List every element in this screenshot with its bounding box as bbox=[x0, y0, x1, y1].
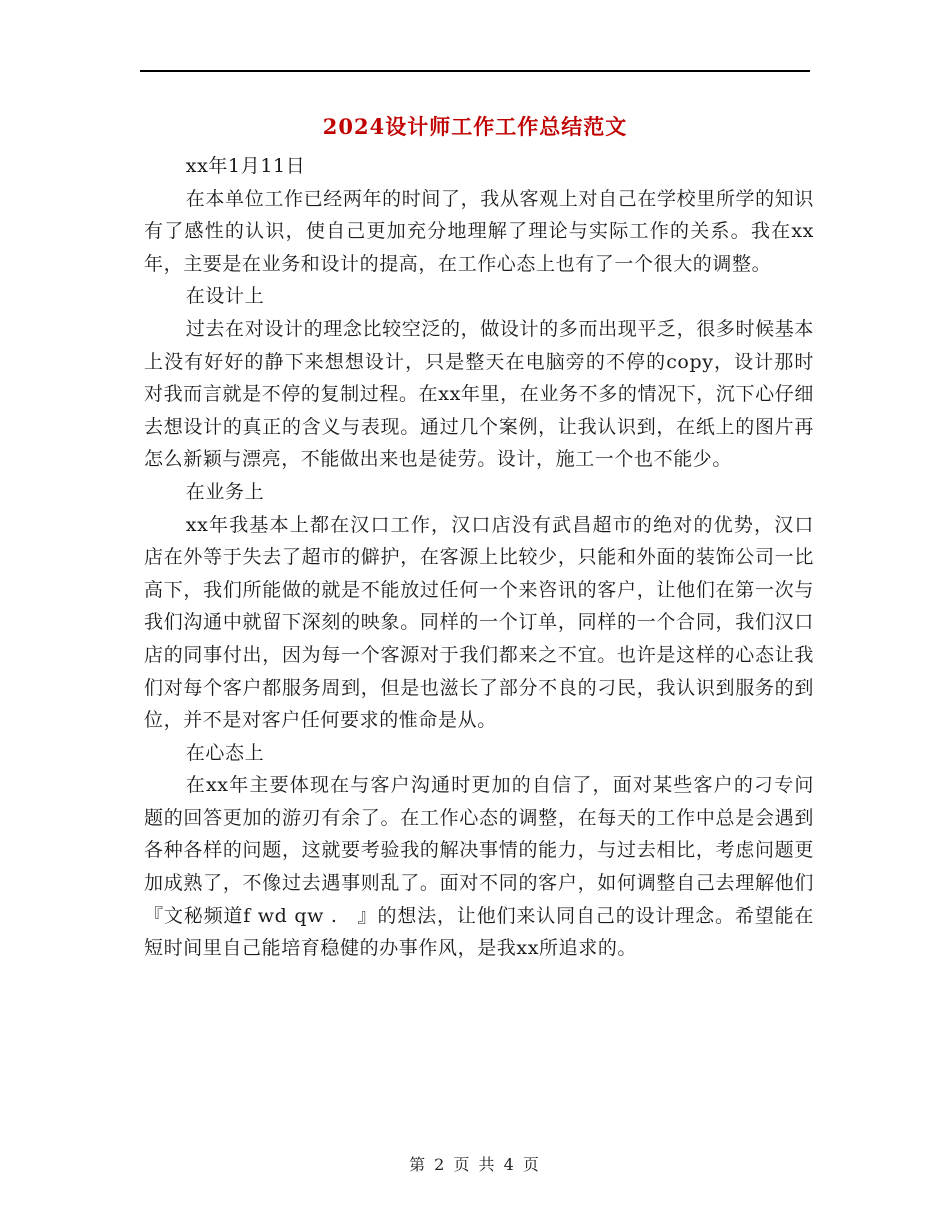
document-body bbox=[144, 150, 814, 965]
paragraph-intro: 在本单位工作已经两年的时间了，我从客观上对自己在学校里所学的知识有了感性的认识，使自己更加充分地理解了理论与实际工作的关系。我在xx年，主要是在业务和设计的提高，在工作心态上也有了一个很大的调整。 bbox=[144, 187, 814, 275]
paragraph-design: 过去在对设计的理念比较空泛的，做设计的多而出现平乏，很多时候基本上没有好好的静下来想想设计，只是整天在电脑旁的不停的copy，设计那时对我而言就是不停的复制过程。在xx年里，在业务不多的情况下，沉下心仔细去想设计的真正的含义与表现。通过几个案例，让我认识到，在纸上的图片再怎么新颖与漂亮，不能做出来也是徒劳。设计，施工一个也不能少。 bbox=[144, 317, 814, 471]
date-line: xx年1月11日 bbox=[185, 155, 306, 177]
header-rule bbox=[140, 70, 810, 72]
page-number: 第 2 页 共 4 页 bbox=[409, 1155, 541, 1174]
document-title: 2024设计师工作工作总结范文 bbox=[322, 114, 628, 139]
section-heading-design: 在设计上 bbox=[185, 285, 265, 308]
paragraph-business: xx年我基本上都在汉口工作，汉口店没有武昌超市的绝对的优势，汉口店在外等于失去了超市的僻护，在客源上比较少，只能和外面的装饰公司一比高下，我们所能做的就是不能放过任何一个来咨讯的客户，让他们在第一次与我们沟通中就留下深刻的映象。同样的一个订单，同样的一个合同，我们汉口店的同事付出，因为每一个客源对于我们都来之不宜。也许是这样的心态让我们对每个客户都服务周到，但是也滋长了部分不良的刁民，我认识到服务的到位，并不是对客户任何要求的惟命是从。 bbox=[144, 513, 814, 732]
paragraph-mindset: 在xx年主要体现在与客户沟通时更加的自信了，面对某些客户的刁专问题的回答更加的游刃有余了。在工作心态的调整，在每天的工作中总是会遇到各种各样的问题，这就要考验我的解决事情的能力，与过去相比，考虑问题更加成熟了，不像过去遇事则乱了。面对不同的客户，如何调整自己去理解他们『文秘频道f wd qw . 』的想法，让他们来认同自己的设计理念。希望能在短时间里自己能培育稳健的办事作风，是我xx所追求的。 bbox=[144, 774, 814, 960]
section-heading-mindset: 在心态上 bbox=[185, 741, 265, 764]
section-heading-business: 在业务上 bbox=[185, 480, 265, 503]
